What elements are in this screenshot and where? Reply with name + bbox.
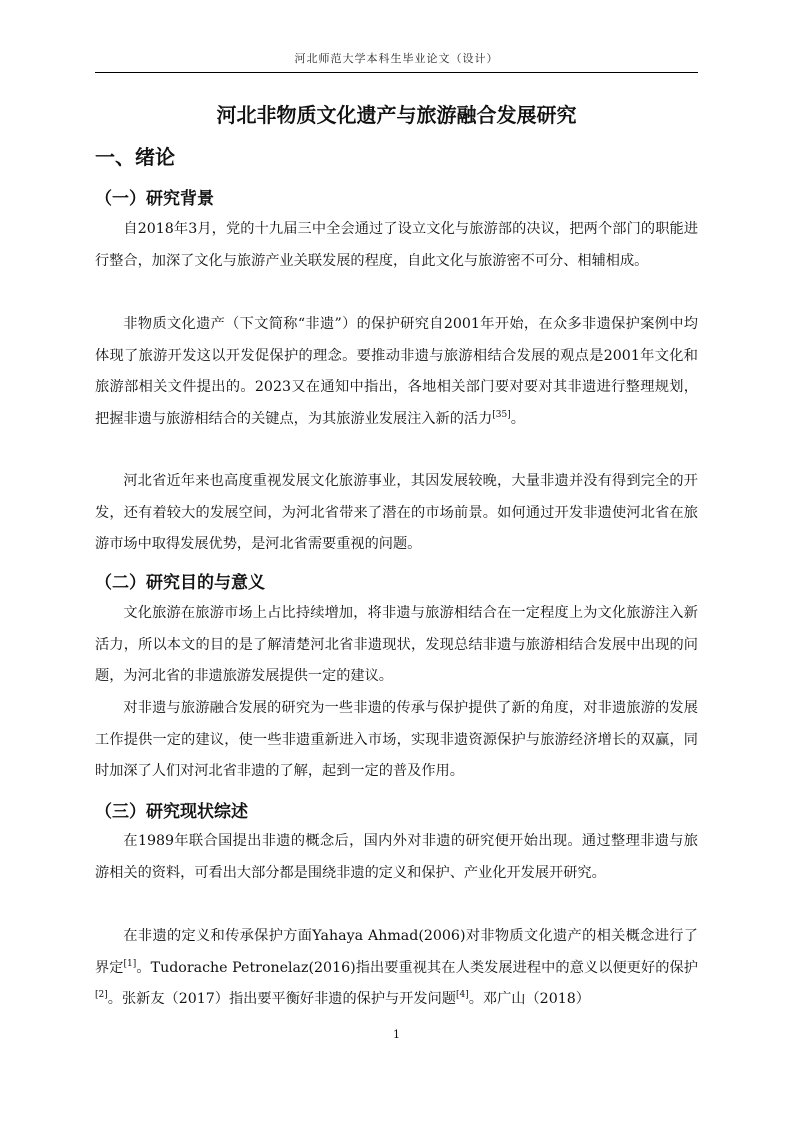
- running-header: 河北师范大学本科生毕业论文（设计）: [294, 52, 499, 65]
- paragraph-review-2: [95, 921, 698, 1016]
- header-rule: [95, 72, 698, 73]
- paragraph-text: 。邓广山（2018）: [468, 991, 590, 1007]
- paragraph-background-1: 自2018年3月，党的十九届三中全会通过了设立文化与旅游部的决议，把两个部门的职能进行整合，加深了文化与旅游产业关联发展的程度，自此文化与旅游密不可分、相辅相成。: [95, 221, 698, 269]
- paragraph-purpose-2: 对非遗与旅游融合发展的研究为一些非遗的传承与保护提供了新的角度，对非遗旅游的发展工作提供一定的建议，使一些非遗重新进入市场，实现非遗资源保护与旅游经济增长的双赢，同时加深了人们对河北省非遗的了解，起到一定的普及作用。: [95, 700, 698, 779]
- paragraph-purpose-1: 文化旅游在旅游市场上占比持续增加，将非遗与旅游相结合在一定程度上为文化旅游注入新活力，所以本文的目的是了解清楚河北省非遗现状，发现总结非遗与旅游相结合发展中出现的问题，为河北省的非遗旅游发展提供一定的建议。: [95, 605, 698, 684]
- paragraph-background-3: 河北省近年来也高度重视发展文化旅游事业，其因发展较晚，大量非遗并没有得到完全的开发，还有着较大的发展空间，为河北省带来了潜在的市场前景。如何通过开发非遗使河北省在旅游市场中取得发展优势，是河北省需要重视的问题。: [95, 473, 698, 552]
- paragraph-text: 。Tudorache Petronelaz(2016)指出要重视其在人类发展进程中的意义以便更好的保护: [136, 959, 698, 976]
- paragraph-background-2: [95, 309, 698, 435]
- subsection-heading-purpose: （二）研究目的与意义: [95, 573, 265, 593]
- paper-title: 河北非物质文化遗产与旅游融合发展研究: [216, 103, 577, 127]
- subsection-heading-literature-review: （三）研究现状综述: [95, 802, 248, 822]
- citation-ref: [2]: [95, 990, 108, 1000]
- paragraph-text: 。张新友（2017）指出要平衡好非遗的保护与开发问题: [107, 991, 456, 1007]
- page-number: 1: [393, 1028, 400, 1041]
- citation-ref: [35]: [492, 409, 511, 420]
- section-heading-introduction: 一、绪论: [95, 145, 175, 169]
- citation-ref: [1]: [123, 958, 137, 969]
- paragraph-review-1: 在1989年联合国提出非遗的概念后，国内外对非遗的研究便开始出现。通过整理非遗与旅游相关的资料，可看出大部分都是围绕非遗的定义和保护、产业化开发展开研究。: [95, 833, 698, 881]
- paragraph-text: 非物质文化遗产（下文简称“非遗”）的保护研究自2001年开始，在众多非遗保护案例中均体现了旅游开发这以开发促保护的理念。要推动非遗与旅游相结合发展的观点是2001年文化和旅游部相关文件提出的。2023又在通知中指出，各地相关部门要对要对其非遗进行整理规划，把握非遗与旅游相结合的关键点，为其旅游业发展注入新的活力: [95, 316, 698, 427]
- citation-ref: [4]: [455, 990, 469, 1000]
- paragraph-text: 在非遗的定义和传承保护方面Yahaya Ahmad(2006)对非物质文化遗产的相关概念进行了界定: [95, 928, 698, 976]
- paragraph-tail: 。: [510, 410, 525, 427]
- subsection-heading-background: （一）研究背景: [95, 189, 214, 209]
